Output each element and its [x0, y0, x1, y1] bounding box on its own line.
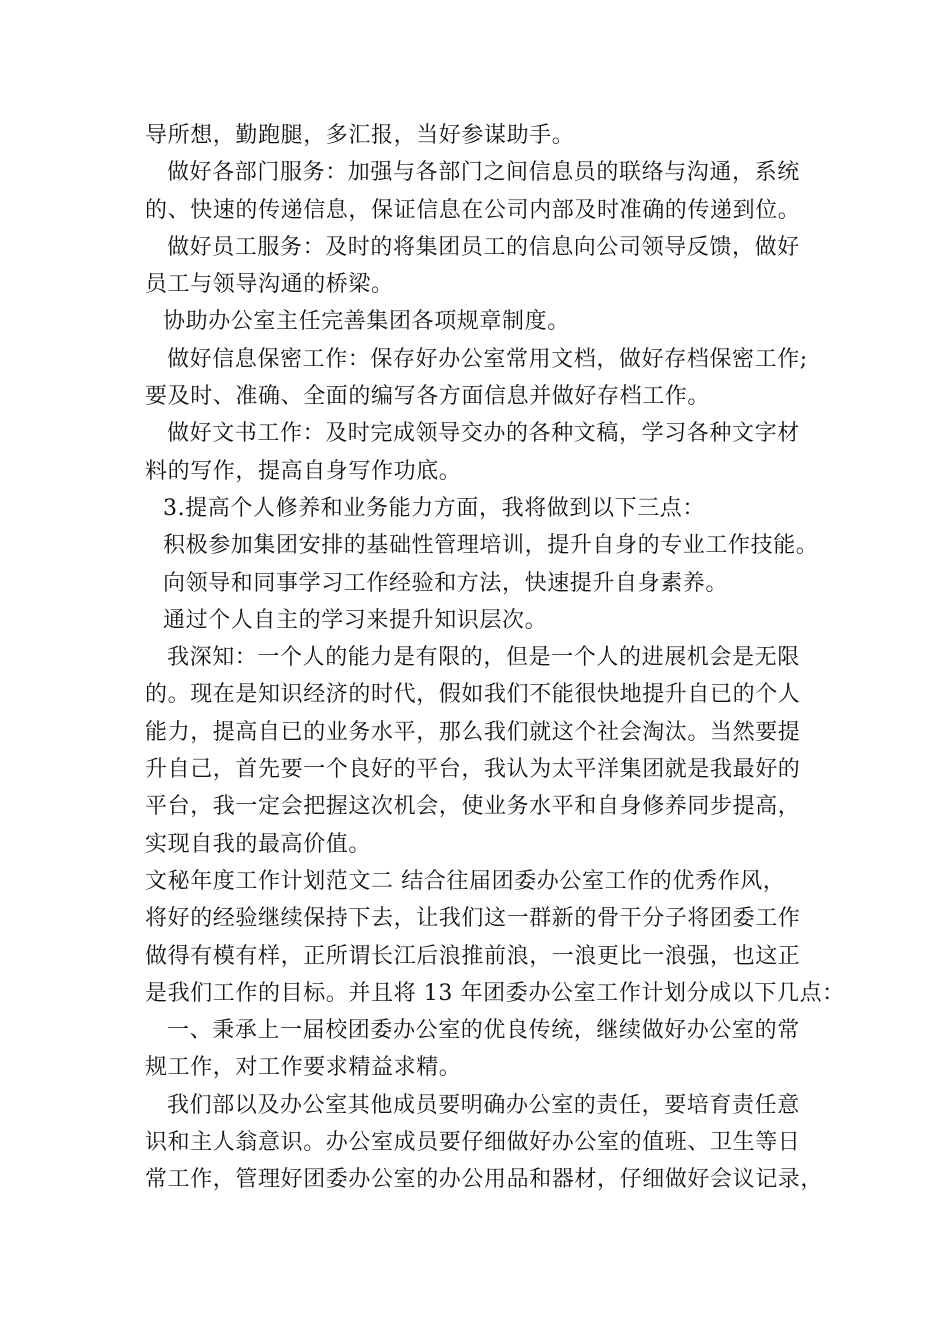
text-line: 做好信息保密工作：保存好办公室常用文档，做好存档保密工作;	[167, 346, 808, 372]
text-line: 员工与领导沟通的桥梁。	[145, 272, 394, 298]
text-line: 通过个人自主的学习来提升知识层次。	[163, 607, 548, 633]
text-line: 规工作，对工作要求精益求精。	[145, 1055, 462, 1081]
text-line: 一、秉承上一届校团委办公室的优良传统，继续做好办公室的常	[167, 1018, 800, 1044]
text-line: 升自己，首先要一个良好的平台，我认为太平洋集团就是我最好的	[145, 757, 801, 783]
text-line: 平台，我一定会把握这次机会，使业务水平和自身修养同步提高，	[145, 794, 801, 820]
text-line: 识和主人翁意识。办公室成员要仔细做好办公室的值班、卫生等日	[145, 1130, 801, 1156]
text-line: 导所想，勤跑腿，多汇报，当好参谋助手。	[145, 123, 575, 148]
document-body	[145, 117, 845, 1199]
text-line: 积极参加集团安排的基础性管理培训，提升自身的专业工作技能。	[163, 533, 819, 559]
text-line: 能力，提高自已的业务水平，那么我们就这个社会淘汰。当然要提	[145, 719, 801, 745]
text-line: 的、快速的传递信息，保证信息在公司内部及时准确的传递到位。	[145, 197, 801, 223]
text-line: 料的写作，提高自身写作功底。	[145, 458, 462, 484]
text-line: 3.提高个人修养和业务能力方面，我将做到以下三点：	[163, 495, 705, 521]
text-line: 做得有模有样，正所谓长江后浪推前浪，一浪更比一浪强，也这正	[145, 943, 801, 969]
text-line: 文秘年度工作计划范文二 结合往届团委办公室工作的优秀作风，	[145, 868, 786, 894]
text-line: 向领导和同事学习工作经验和方法，快速提升自身素养。	[163, 570, 729, 596]
text-line: 协助办公室主任完善集团各项规章制度。	[163, 309, 570, 335]
text-line: 常工作，管理好团委办公室的办公用品和器材，仔细做好会议记录，	[145, 1167, 824, 1193]
text-line: 的。现在是知识经济的时代，假如我们不能很快地提升自已的个人	[145, 682, 801, 708]
text-line: 实现自我的最高价值。	[145, 831, 372, 857]
text-line: 我们部以及办公室其他成员要明确办公室的责任，要培育责任意	[167, 1092, 800, 1118]
text-line: 要及时、准确、全面的编写各方面信息并做好存档工作。	[145, 384, 711, 410]
text-line: 是我们工作的目标。并且将 13 年团委办公室工作计划分成以下几点：	[145, 980, 845, 1006]
text-line: 做好员工服务：及时的将集团员工的信息向公司领导反馈，做好	[167, 234, 800, 260]
text-line: 做好各部门服务：加强与各部门之间信息员的联络与沟通，系统	[167, 160, 800, 186]
text-line: 将好的经验继续保持下去，让我们这一群新的骨干分子将团委工作	[145, 906, 801, 932]
text-line: 我深知：一个人的能力是有限的，但是一个人的进展机会是无限	[167, 645, 800, 671]
text-line: 做好文书工作：及时完成领导交办的各种文稿，学习各种文字材	[167, 421, 800, 447]
